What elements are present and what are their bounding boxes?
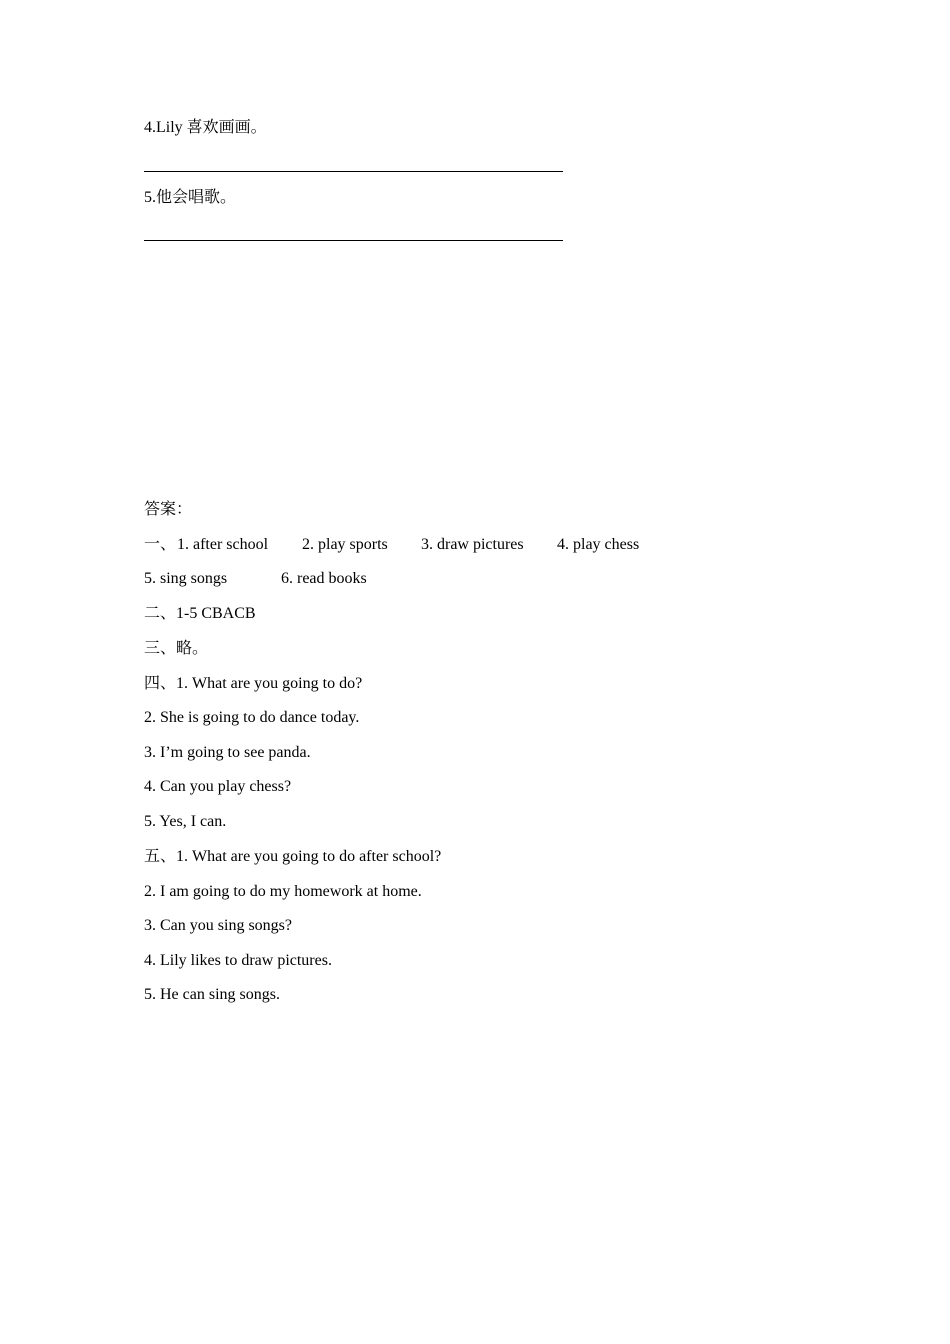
part5-answer-5: 5. He can sing songs. [144, 986, 280, 1003]
part4-answer-4: 4. Can you play chess? [144, 778, 292, 795]
part5-answer-2: 2. I am going to do my homework at home. [144, 883, 422, 900]
part1-answer-1: 1. after school [177, 536, 269, 553]
part3-answers: 三、略。 [144, 640, 209, 657]
answers-heading: 答案： [144, 501, 193, 518]
part4-answer-3: 3. I’m going to see panda. [144, 744, 311, 761]
part5-answer-4: 4. Lily likes to draw pictures. [144, 952, 332, 969]
part1-answer-3: 3. draw pictures [421, 536, 524, 553]
question-5-text: 5.他会唱歌。 [144, 189, 237, 206]
answer-blank-line-5 [144, 240, 563, 241]
part1-answer-6: 6. read books [281, 570, 367, 587]
part1-answer-5: 5. sing songs [144, 570, 228, 587]
question-4-text: 4.Lily 喜欢画画。 [144, 119, 267, 136]
part1-answer-4: 4. play chess [557, 536, 640, 553]
part4-answer-5: 5. Yes, I can. [144, 813, 227, 830]
part5-answer-1: 五、1. What are you going to do after school? [144, 848, 442, 865]
part2-answers: 二、1-5 CBACB [144, 605, 256, 622]
part1-prefix: 一、 [144, 536, 177, 553]
part5-answer-3: 3. Can you sing songs? [144, 917, 292, 934]
part1-answer-2: 2. play sports [302, 536, 388, 553]
part4-answer-2: 2. She is going to do dance today. [144, 709, 360, 726]
part4-answer-1: 四、1. What are you going to do? [144, 675, 363, 692]
answer-blank-line-4 [144, 171, 563, 172]
